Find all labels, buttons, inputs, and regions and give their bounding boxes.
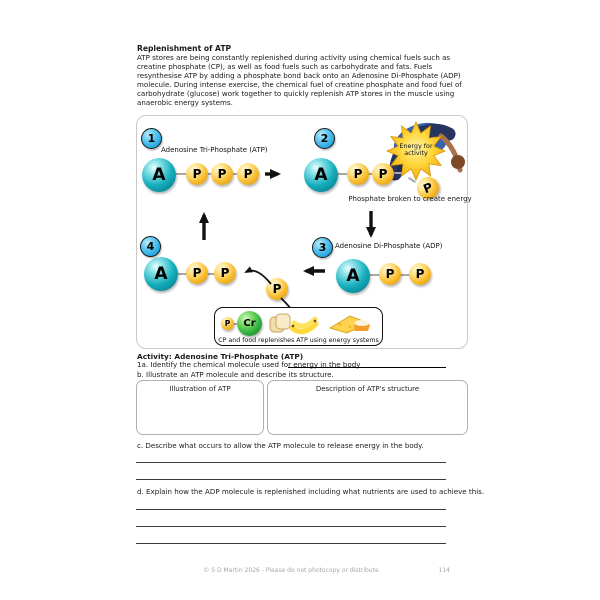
answer-line-c2 xyxy=(136,479,446,480)
phosphate-sphere: P xyxy=(214,262,236,284)
activity-heading: Activity: Adenosine Tri-Phosphate (ATP) xyxy=(137,352,304,361)
adp-label: Adenosine Di-Phosphate (ADP) xyxy=(335,242,443,250)
adenosine-sphere: A xyxy=(142,158,176,192)
food-box-caption: CP and food replenishes ATP using energy systems xyxy=(218,336,379,344)
answer-line-d1 xyxy=(136,509,446,510)
phosphate-sphere: P xyxy=(211,163,233,185)
detached-phosphate-sphere: P xyxy=(414,174,443,203)
cheese-pie-icon xyxy=(328,311,372,335)
phosphate-sphere: P xyxy=(186,262,208,284)
illustration-box-label: Illustration of ATP xyxy=(169,385,231,393)
intro-paragraph: ATP stores are being constantly replenished during activity using chemical fuels such as creatine phosphate (CP), as well as food fuels such as carbohydrate and fats. Fuels resynthesise ATP by adding a phosphate bond back onto an Adenosine Di-Phosphate (ADP) molecule. During intense exercise, the chemical fuel of creatine phosphate and food fuel of carbohydrate (glucose) work together to quickly replenish ATP stores in the muscle using anaerobic energy systems. xyxy=(137,53,462,107)
energy-burst-label: Energy for activity xyxy=(399,141,433,157)
adenosine-sphere: A xyxy=(336,259,370,293)
copyright-notice: © S D Martin 2026 - Please do not photocopy or distribute xyxy=(203,567,379,574)
answer-line-d2 xyxy=(136,526,446,527)
question-1a: 1a. Identify the chemical molecule used for energy in the body xyxy=(137,360,361,369)
step-2-badge: 2 xyxy=(314,128,335,149)
description-box xyxy=(267,380,468,435)
phosphate-sphere: P xyxy=(409,263,431,285)
food-replenish-box xyxy=(214,307,383,346)
step-4-badge: 4 xyxy=(140,236,161,257)
adenosine-sphere: A xyxy=(304,158,338,192)
question-c: c. Describe what occurs to allow the ATP molecule to release energy in the body. xyxy=(137,441,424,450)
adenosine-sphere: A xyxy=(144,257,178,291)
phosphate-sphere: P xyxy=(237,163,259,185)
arrow-phosphate-rejoin xyxy=(246,271,271,284)
step-1-badge: 1 xyxy=(141,128,162,149)
phosphate-sphere: P xyxy=(347,163,369,185)
question-d: d. Explain how the ADP molecule is replenished including what nutrients are used to achieve this. xyxy=(137,487,485,496)
cp-phosphate-sphere: P xyxy=(221,317,234,330)
description-box-label: Description of ATP's structure xyxy=(315,385,420,393)
creatine-sphere: Cr xyxy=(237,311,262,336)
illustration-box xyxy=(136,380,264,435)
page-title: Replenishment of ATP xyxy=(137,44,232,53)
phosphate-sphere: P xyxy=(186,163,208,185)
phosphate-sphere: P xyxy=(372,163,394,185)
question-1b: b. Illustrate an ATP molecule and describe its structure. xyxy=(137,369,334,379)
atp-cycle-diagram xyxy=(136,115,472,349)
bread-bananas-icon xyxy=(268,310,320,336)
answer-line-d3 xyxy=(136,543,446,544)
phosphate-broken-label: Phosphate broken to create energy xyxy=(348,195,472,203)
incoming-phosphate-sphere: P xyxy=(266,278,288,300)
atp-label: Adenosine Tri-Phosphate (ATP) xyxy=(161,146,268,154)
phosphate-sphere: P xyxy=(379,263,401,285)
page-number: 114 xyxy=(438,567,450,574)
answer-line-c1 xyxy=(136,462,446,463)
step-3-badge: 3 xyxy=(312,237,333,258)
answer-blank-1a xyxy=(288,367,446,368)
